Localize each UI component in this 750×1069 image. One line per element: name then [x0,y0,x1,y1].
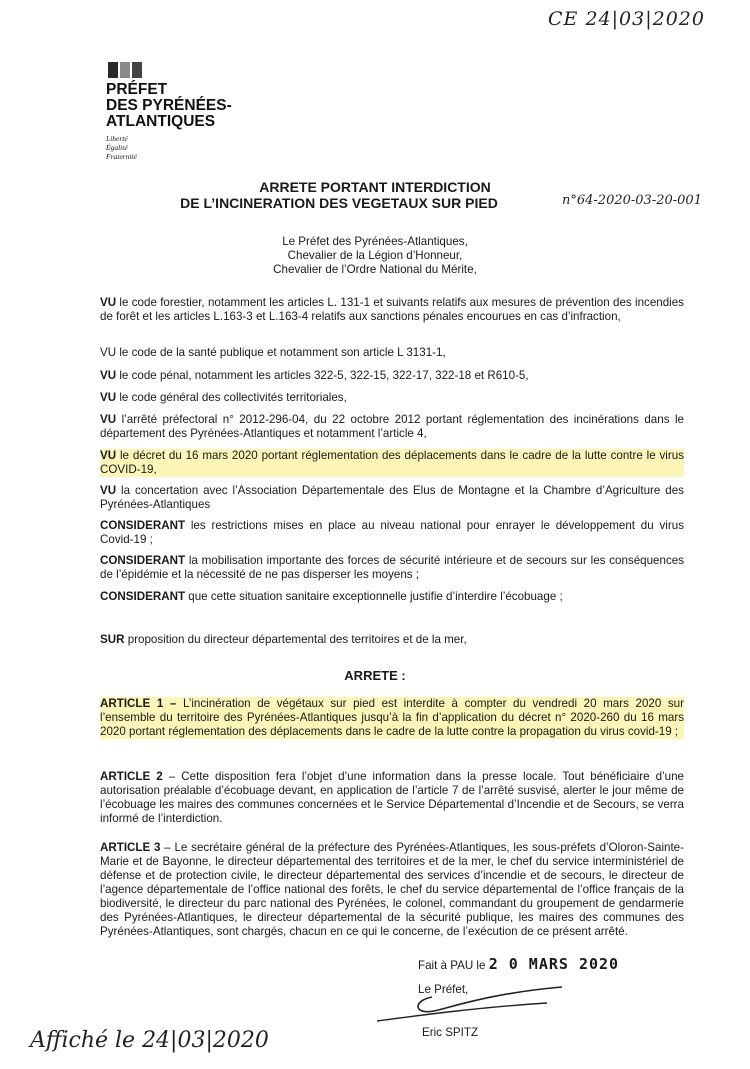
handwritten-affiche-note: Affiché le 24|03|2020 [30,1028,269,1053]
considerant-paragraph [100,554,684,582]
article-text: L’incinération de végétaux sur pied est interdite à compter du vendredi 20 mars 2020 sur l’ensemble du territoire des Pyrénées-Atlantiques jusqu’à la fin d’application du décret n° 2020-260 du 16 mars 2020 portant réglementation des déplacements dans le cadre de la lutte contre la propagation du virus covid-19 ; [100,697,684,738]
fait-a-label: Fait à PAU le [418,959,486,972]
logo-line-2: DES PYRÉNÉES- [106,97,232,114]
paragraph-key: VU [100,484,117,497]
article-key: ARTICLE 2 [100,770,163,783]
prefecture-logo [106,62,232,161]
article-text: – Cette disposition fera l’objet d’une information dans la presse locale. Tout bénéficiaire d’une autorisation préalable d’écobuage devant, en application de l’article 7 de l’arrêté susvisé, alerter le jour même de l’écobuage les maires des communes concernées et le Service Départemental d’Incendie et de Secours, se verra informé de l’interdiction. [100,770,684,825]
paragraph-text: la concertation avec l’Association Départementale des Elus de Montagne et la Chambre d’Agriculture des Pyrénées-Atlantiques [100,484,684,511]
motto-egalite: Égalité [106,143,128,152]
arrete-number: n°64-2020-03-20-001 [562,193,702,208]
paragraph-text: l’arrêté préfectoral n° 2012-296-04, du 22 octobre 2012 portant réglementation des incinérations dans le département des Pyrénées-Atlantiques et notamment l’article 4, [100,413,684,440]
logo-line-1: PRÉFET [106,81,168,98]
motto-fraternite: Fraternité [106,152,137,161]
vu-paragraph [100,346,684,360]
article-key: ARTICLE 1 – [100,697,177,710]
prefet-line-3: Chevalier de l’Ordre National du Mérite, [273,263,477,276]
paragraph-text: le code pénal, notamment les articles 322-5, 322-15, 322-17, 322-18 et R610-5, [119,369,529,382]
paragraph-key: SUR [100,633,125,646]
paragraph-text: que cette situation sanitaire exceptionnelle justifie d’interdire l’écobuage ; [188,590,563,603]
vu-paragraph [100,484,684,512]
paragraph-text: la mobilisation importante des forces de sécurité intérieure et de secours sur les conséquences de l’épidémie et la nécessité de ne pas disperser les moyens ; [100,554,684,581]
vu-paragraph [100,369,684,383]
paragraph-text: le code général des collectivités territoriales, [119,391,347,404]
arrete-heading: ARRETE : [344,668,406,683]
paragraph-text: le décret du 16 mars 2020 portant réglementation des déplacements dans le cadre de la lutte contre le virus COVID-19, [100,449,684,476]
paragraph-key: VU [100,296,117,309]
vu-paragraph [100,391,684,405]
paragraph-text: les restrictions mises en place au niveau national pour enrayer le développement du virus Covid-19 ; [100,519,684,546]
vu-paragraph-highlighted [100,449,684,477]
article-2 [100,770,684,826]
paragraph-key: CONSIDERANT [100,519,186,532]
motto-liberte: Liberté [106,134,128,143]
prefet-role: Le Préfet, [418,983,469,996]
article-3 [100,841,684,939]
article-key: ARTICLE 3 [100,841,161,854]
paragraph-key: CONSIDERANT [100,590,186,603]
vu-paragraph [100,296,684,324]
logo-line-3: ATLANTIQUES [106,113,216,130]
logo-motto [106,134,232,161]
sur-paragraph [100,633,684,647]
signatory-name: Eric SPITZ [422,1026,479,1039]
vu-paragraph [100,413,684,441]
prefet-line-2: Chevalier de la Légion d’Honneur, [287,249,463,262]
paragraph-text: le code de la santé publique et notamment son article L 3131-1, [119,346,446,359]
paragraph-key: VU [100,346,117,359]
marianne-flag-icon [108,62,146,78]
paragraph-key: VU [100,391,117,404]
paragraph-key: VU [100,413,117,426]
fait-a-line [418,955,619,973]
considerant-paragraph [100,519,684,547]
paragraph-text: le code forestier, notamment les articles L. 131-1 et suivants relatifs aux mesures de prévention des incendies de forêt et les articles L.163-3 et L.163-4 relatifs aux sanctions pénales encourues en cas d’infraction, [100,296,684,323]
paragraph-key: VU [100,449,117,462]
paragraph-key: VU [100,369,117,382]
prefet-titles [100,235,650,277]
paragraph-key: CONSIDERANT [100,554,186,567]
handwritten-date-stamp: CE 24|03|2020 [548,8,705,30]
paragraph-text: proposition du directeur départemental des territoires et de la mer, [127,633,467,646]
article-text: – Le secrétaire général de la préfecture des Pyrénées-Atlantiques, les sous-préfets d’Oloron-Sainte-Marie et de Bayonne, le directeur départemental des territoires et de la mer, le chef du service interministériel de défense et de protection civile, le directeur départemental des services d’incendie et de secours, le directeur de l’agence départementale de l’office national des forêts, le chef du service départemental de l’office français de la biodiversité, le directeur du parc national des Pyrénées, le colonel, commandant du groupement de gendarmerie des Pyrénées-Atlantiques, le directeur départemental de la sécurité publique, les maires des communes des Pyrénées-Atlantiques, sont chargés, chacun en ce qui le concerne, de l’exécution de ce présent arrêté. [100,841,684,938]
considerant-paragraph [100,590,684,604]
title-line-2: DE L’INCINERATION DES VEGETAUX SUR PIED [180,195,498,211]
article-1 [100,697,684,739]
handwritten-signature-icon [372,975,572,1025]
signature-date-stamp: 2 0 MARS 2020 [488,955,620,973]
prefet-line-1: Le Préfet des Pyrénées-Atlantiques, [282,235,468,248]
title-line-1: ARRETE PORTANT INTERDICTION [259,179,491,195]
